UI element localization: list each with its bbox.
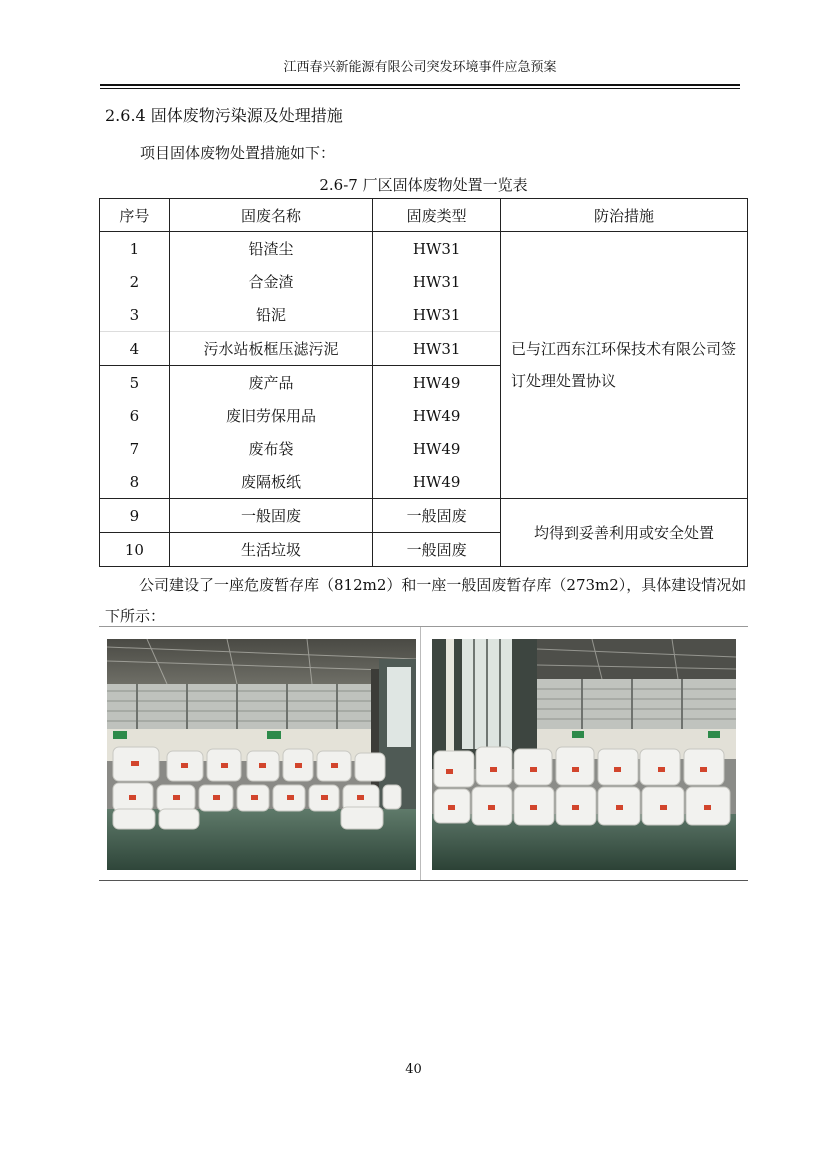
document-header: 江西春兴新能源有限公司突发环境事件应急预案 (283, 60, 557, 75)
row-name: 合金渣 (169, 265, 372, 298)
row-type: HW31 (373, 232, 501, 266)
row-name: 生活垃圾 (169, 533, 372, 567)
photo-frame (99, 626, 748, 881)
row-no: 9 (100, 499, 170, 533)
measure-general: 均得到妥善利用或安全处置 (501, 499, 748, 567)
row-no: 7 (100, 432, 170, 465)
row-no: 8 (100, 465, 170, 499)
row-type: HW31 (373, 298, 501, 332)
row-no: 4 (100, 332, 170, 366)
section-heading: 2.6.4 固体废物污染源及处理措施 (105, 106, 343, 125)
table-row (100, 499, 748, 533)
row-name: 废旧劳保用品 (169, 399, 372, 432)
table-caption: 2.6-7 厂区固体废物处置一览表 (319, 176, 528, 194)
row-name: 废布袋 (169, 432, 372, 465)
table-header-row (100, 199, 748, 232)
row-type: HW49 (373, 366, 501, 400)
table-row (100, 232, 748, 266)
row-name: 废隔板纸 (169, 465, 372, 499)
row-type: HW31 (373, 265, 501, 298)
row-type: HW49 (373, 432, 501, 465)
row-type: HW31 (373, 332, 501, 366)
row-name: 铅泥 (169, 298, 372, 332)
row-name: 铅渣尘 (169, 232, 372, 266)
header-no: 序号 (100, 199, 170, 232)
header-rule-thick (100, 84, 740, 86)
row-type: 一般固废 (373, 533, 501, 567)
row-type: HW49 (373, 399, 501, 432)
row-name: 废产品 (169, 366, 372, 400)
row-type: HW49 (373, 465, 501, 499)
row-no: 10 (100, 533, 170, 567)
header-name: 固废名称 (169, 199, 372, 232)
row-no: 6 (100, 399, 170, 432)
row-type: 一般固废 (373, 499, 501, 533)
header-rule-thin (100, 88, 740, 89)
row-name: 污水站板框压滤污泥 (169, 332, 372, 366)
header-type: 固废类型 (373, 199, 501, 232)
row-no: 2 (100, 265, 170, 298)
header-measure: 防治措施 (501, 199, 748, 232)
measure-hazardous (501, 232, 748, 499)
page-number: 40 (405, 1062, 422, 1077)
warehouse-photo-general-icon (432, 639, 736, 870)
storage-paragraph: 公司建设了一座危废暂存库（812m2）和一座一般固废暂存库（273m2），具体建设情况如下所示： (105, 576, 747, 625)
row-no: 1 (100, 232, 170, 266)
measure-hazardous-text: 已与江西东江环保技术有限公司签订处理处置协议 (511, 340, 737, 390)
row-name: 一般固废 (169, 499, 372, 533)
intro-text: 项目固体废物处置措施如下： (140, 144, 336, 162)
waste-table (99, 198, 748, 567)
warehouse-photo-hazardous-icon (107, 639, 416, 870)
photo-divider (420, 627, 421, 880)
row-no: 3 (100, 298, 170, 332)
row-no: 5 (100, 366, 170, 400)
